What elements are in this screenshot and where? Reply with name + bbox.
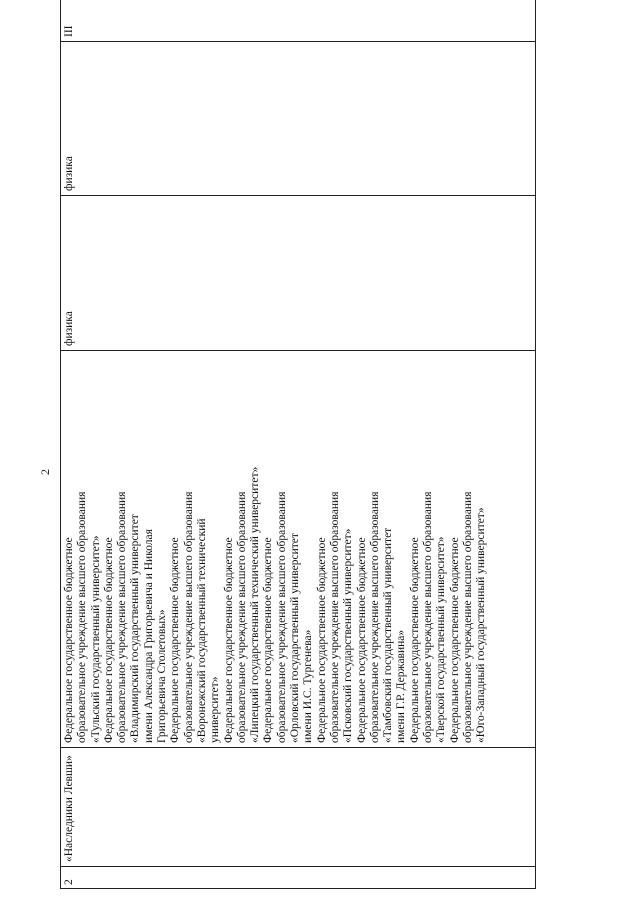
organizer-line: «Липецкий государственный технический университет» bbox=[249, 466, 262, 743]
table-rotated bbox=[60, 25, 536, 889]
organizer-line: имени И.С. Тургенева» bbox=[302, 629, 315, 743]
organizer-line: Федеральное государственное бюджетное bbox=[355, 537, 368, 743]
profile-subject: физика bbox=[61, 196, 536, 351]
organizer-line: Григорьевича Столетовых» bbox=[156, 609, 169, 743]
organizers-cell bbox=[61, 351, 536, 748]
organizer-line: Федеральное государственное бюджетное bbox=[222, 537, 235, 743]
organizer-line: имени Г.Р. Державина» bbox=[395, 629, 408, 743]
organizer-line: Федеральное государственное бюджетное bbox=[408, 537, 421, 743]
organizer-line: имени Александра Григорьевича и Николая bbox=[142, 529, 155, 743]
organizer-line: образовательное учреждение высшего образования bbox=[182, 491, 195, 743]
organizer-line: Федеральное государственное бюджетное bbox=[169, 537, 182, 743]
page-number: 2 bbox=[38, 469, 52, 475]
organizer-line: Федеральное государственное бюджетное bbox=[102, 537, 115, 743]
organizer-line: образовательное учреждение высшего образования bbox=[368, 491, 381, 743]
organizer-line: образовательное учреждение высшего образования bbox=[328, 491, 341, 743]
olympiad-table bbox=[60, 0, 536, 889]
organizer-line: «Воронежский государственный технический bbox=[195, 518, 208, 743]
olympiad-level: III bbox=[61, 0, 536, 42]
table-container bbox=[60, 25, 536, 889]
organizer-line: «Владимирский государственный университет bbox=[129, 514, 142, 743]
organizer-line: Федеральное государственное бюджетное bbox=[63, 537, 75, 743]
organizer-line: «Орловский государственный университет bbox=[289, 533, 302, 743]
organizer-line: образовательное учреждение высшего образования bbox=[461, 491, 474, 743]
organizer-line: образовательное учреждение высшего образования bbox=[422, 491, 435, 743]
organizer-line: образовательное учреждение высшего образования bbox=[76, 491, 89, 743]
organizer-line: «Юго-Западный государственный университет» bbox=[475, 507, 488, 743]
subject: физика bbox=[61, 42, 536, 196]
organizer-line: Федеральное государственное бюджетное bbox=[262, 537, 275, 743]
organizer-line: университет» bbox=[209, 676, 222, 743]
organizer-line: образовательное учреждение высшего образования bbox=[116, 491, 129, 743]
organizer-line: «Тульский государственный университет» bbox=[89, 535, 102, 743]
organizer-line: образовательное учреждение высшего образования bbox=[235, 491, 248, 743]
organizer-line: Федеральное государственное бюджетное bbox=[448, 537, 461, 743]
row-number: 2 bbox=[61, 867, 536, 889]
olympiad-name: «Наследники Левши» bbox=[61, 748, 536, 867]
organizer-line: «Тамбовский государственный университет bbox=[382, 527, 395, 743]
organizer-line: Федеральное государственное бюджетное bbox=[315, 537, 328, 743]
organizer-line: «Псковский государственный университет» bbox=[342, 528, 355, 743]
organizer-line: «Тверской государственный университет» bbox=[435, 536, 448, 743]
organizer-line: образовательное учреждение высшего образования bbox=[275, 491, 288, 743]
table-row bbox=[61, 0, 536, 889]
